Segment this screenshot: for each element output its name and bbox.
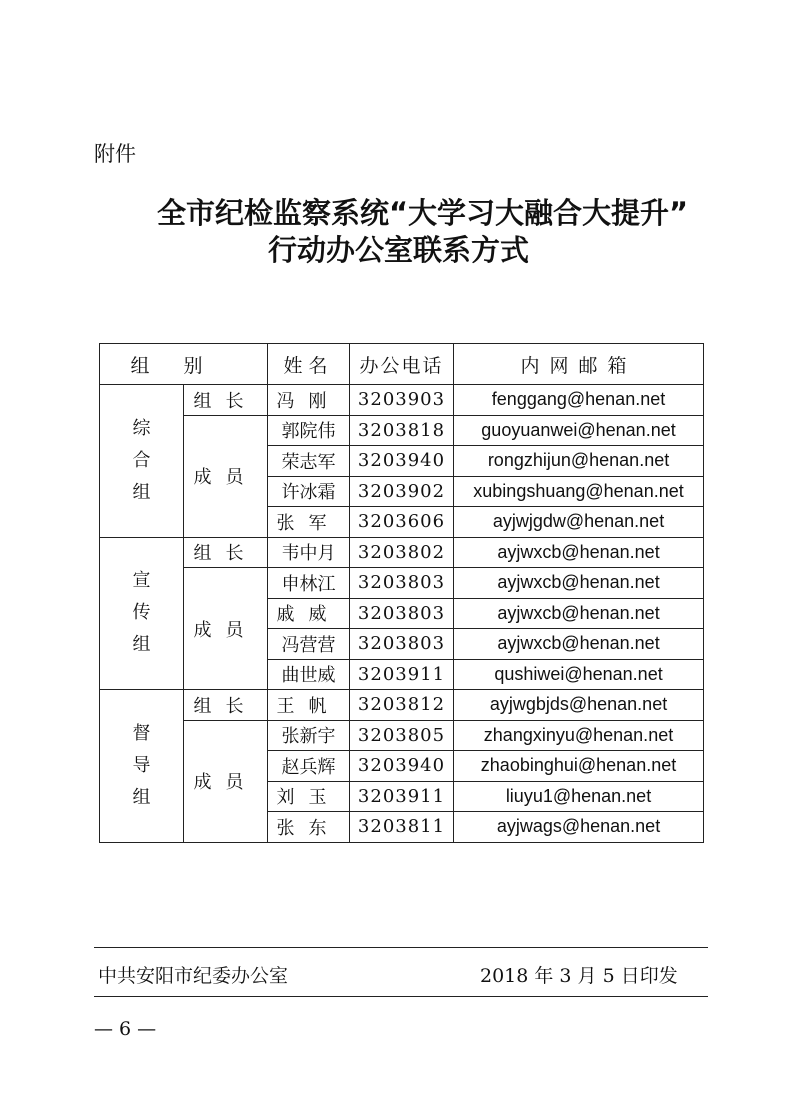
attachment-label: 附件 <box>94 142 136 166</box>
person-email: xubingshuang@henan.net <box>454 476 704 507</box>
person-phone: 3203803 <box>350 598 454 629</box>
person-name: 曲世威 <box>268 659 350 690</box>
person-phone: 3203818 <box>350 415 454 446</box>
header-name: 姓名 <box>268 344 350 385</box>
table-row <box>100 690 704 721</box>
role-member: 成员 <box>184 568 268 690</box>
issuing-office: 中共安阳市纪委办公室 <box>98 965 289 987</box>
header-email: 内网邮箱 <box>454 344 704 385</box>
person-name: 冯营营 <box>268 629 350 660</box>
person-name: 刘玉 <box>268 781 350 812</box>
person-phone: 3203805 <box>350 720 454 751</box>
issue-date: 2018 年 3 月 5 日印发 <box>480 965 678 987</box>
header-group: 组别 <box>100 344 268 385</box>
person-email: ayjwxcb@henan.net <box>454 537 704 568</box>
table-row <box>100 568 704 599</box>
person-name: 张军 <box>268 507 350 538</box>
person-email: ayjwxcb@henan.net <box>454 568 704 599</box>
person-phone: 3203812 <box>350 690 454 721</box>
person-phone: 3203803 <box>350 629 454 660</box>
person-email: zhaobinghui@henan.net <box>454 751 704 782</box>
person-email: ayjwxcb@henan.net <box>454 598 704 629</box>
role-member: 成员 <box>184 720 268 842</box>
person-email: qushiwei@henan.net <box>454 659 704 690</box>
person-name: 赵兵辉 <box>268 751 350 782</box>
document-title-line-2: 行动办公室联系方式 <box>268 233 530 267</box>
role-leader: 组长 <box>184 385 268 416</box>
person-email: fenggang@henan.net <box>454 385 704 416</box>
person-name: 郭院伟 <box>268 415 350 446</box>
person-name: 荣志军 <box>268 446 350 477</box>
header-phone: 办公电话 <box>350 344 454 385</box>
person-email: rongzhijun@henan.net <box>454 446 704 477</box>
footer-bottom-divider <box>94 996 708 997</box>
person-name: 张东 <box>268 812 350 843</box>
person-phone: 3203940 <box>350 446 454 477</box>
contact-table <box>99 343 704 843</box>
person-phone: 3203802 <box>350 537 454 568</box>
person-name: 冯刚 <box>268 385 350 416</box>
person-name: 申林江 <box>268 568 350 599</box>
person-name: 戚威 <box>268 598 350 629</box>
person-phone: 3203911 <box>350 781 454 812</box>
person-phone: 3203606 <box>350 507 454 538</box>
person-phone: 3203940 <box>350 751 454 782</box>
table-header-row <box>100 344 704 385</box>
role-member: 成员 <box>184 415 268 537</box>
person-name: 王帆 <box>268 690 350 721</box>
person-phone: 3203803 <box>350 568 454 599</box>
person-email: zhangxinyu@henan.net <box>454 720 704 751</box>
person-phone: 3203903 <box>350 385 454 416</box>
table-row <box>100 720 704 751</box>
footer-top-divider <box>94 947 708 948</box>
person-email: guoyuanwei@henan.net <box>454 415 704 446</box>
role-leader: 组长 <box>184 690 268 721</box>
person-email: ayjwgbjds@henan.net <box>454 690 704 721</box>
person-phone: 3203902 <box>350 476 454 507</box>
group-name: 综合组 <box>100 385 184 538</box>
person-name: 韦中月 <box>268 537 350 568</box>
person-name: 张新宇 <box>268 720 350 751</box>
group-name: 督导组 <box>100 690 184 843</box>
role-leader: 组长 <box>184 537 268 568</box>
person-email: ayjwjgdw@henan.net <box>454 507 704 538</box>
group-name: 宣传组 <box>100 537 184 690</box>
table-row <box>100 385 704 416</box>
person-name: 许冰霜 <box>268 476 350 507</box>
document-title-line-1: 全市纪检监察系统“大学习大融合大提升” <box>157 196 689 230</box>
table-row <box>100 537 704 568</box>
person-phone: 3203811 <box>350 812 454 843</box>
person-email: ayjwags@henan.net <box>454 812 704 843</box>
person-phone: 3203911 <box>350 659 454 690</box>
person-email: liuyu1@henan.net <box>454 781 704 812</box>
page-number: — 6 — <box>94 1018 157 1040</box>
table-row <box>100 415 704 446</box>
person-email: ayjwxcb@henan.net <box>454 629 704 660</box>
